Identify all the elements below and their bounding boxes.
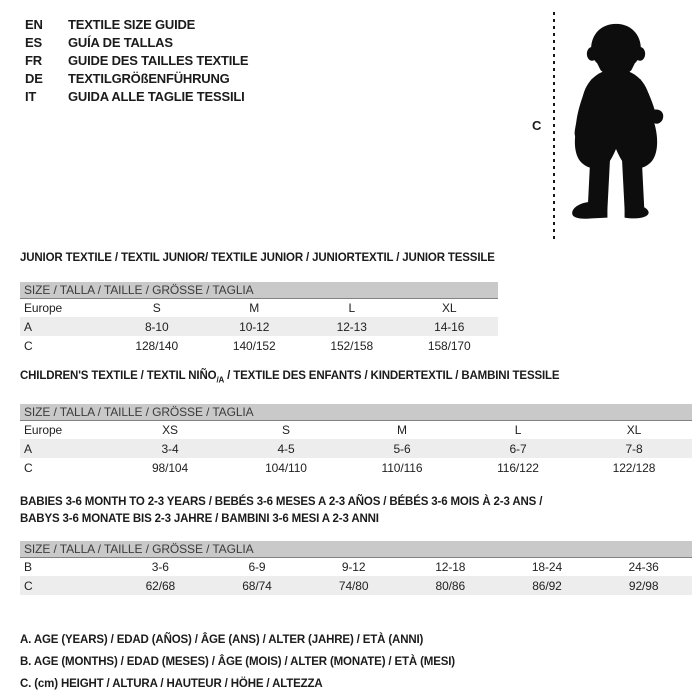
size-header-label: SIZE / TALLA / TAILLE / GRÖSSE / TAGLIA bbox=[20, 541, 692, 557]
table-row-months bbox=[20, 557, 692, 576]
cell: 8-10 bbox=[144, 319, 169, 334]
cell: 68/74 bbox=[242, 578, 272, 593]
table-row-height bbox=[20, 458, 692, 477]
table-row-age bbox=[20, 317, 498, 336]
cell: 98/104 bbox=[151, 460, 189, 475]
language-label: GUIDE DES TAILLES TEXTILE bbox=[68, 53, 249, 68]
babies-textile-title bbox=[20, 494, 692, 528]
cell: XS bbox=[162, 423, 178, 438]
footnote-c: C. (cm) HEIGHT / ALTURA / HAUTEUR / HÖHE / ALTEZZA bbox=[20, 678, 323, 690]
cell: 3-6 bbox=[151, 559, 169, 574]
legend-footnotes bbox=[20, 629, 455, 695]
table-row-height bbox=[20, 336, 498, 355]
children-textile-title bbox=[20, 369, 692, 387]
height-dashed-line bbox=[553, 12, 555, 240]
cell: 24-36 bbox=[628, 559, 659, 574]
cell: 12-18 bbox=[435, 559, 466, 574]
cell: XL bbox=[442, 300, 457, 315]
row-label: A bbox=[24, 319, 32, 334]
cell: 14-16 bbox=[434, 319, 465, 334]
children-textile-section bbox=[20, 369, 692, 477]
cell: S bbox=[152, 300, 161, 315]
children-textile-table bbox=[20, 404, 692, 477]
cell: 74/80 bbox=[338, 578, 369, 593]
language-code: EN bbox=[25, 17, 43, 32]
title-line-1: BABIES 3-6 MONTH TO 2-3 YEARS / BEBÉS 3-6 MESES A 2-3 AÑOS / BÉBÉS 3-6 MOIS À 2-3 ANS / bbox=[20, 496, 543, 508]
cell: 122/128 bbox=[612, 460, 656, 475]
language-label: TEXTILE SIZE GUIDE bbox=[68, 17, 196, 32]
cell: S bbox=[282, 423, 290, 438]
table-row-europe bbox=[20, 298, 498, 317]
size-header-label: SIZE / TALLA / TAILLE / GRÖSSE / TAGLIA bbox=[20, 404, 692, 420]
cell: 6-9 bbox=[248, 559, 266, 574]
language-row-es bbox=[25, 34, 248, 52]
language-row-en bbox=[25, 16, 248, 34]
cell: 4-5 bbox=[277, 441, 295, 456]
junior-textile-title: JUNIOR TEXTILE / TEXTIL JUNIOR/ TEXTILE JUNIOR / JUNIORTEXTIL / JUNIOR TESSILE bbox=[20, 252, 495, 264]
cell: 86/92 bbox=[532, 578, 562, 593]
cell: 128/140 bbox=[135, 338, 179, 353]
cell: 5-6 bbox=[393, 441, 411, 456]
language-list bbox=[25, 16, 248, 106]
table-row-age bbox=[20, 439, 692, 458]
title-text: CHILDREN'S TEXTILE / TEXTIL NIÑO bbox=[20, 370, 217, 382]
language-label: GUÍA DE TALLAS bbox=[68, 35, 173, 50]
table-row-height bbox=[20, 576, 692, 595]
height-measure-figure bbox=[520, 0, 700, 250]
junior-textile-table bbox=[20, 282, 498, 355]
language-row-it bbox=[25, 88, 248, 106]
footnote-a: A. AGE (YEARS) / EDAD (AÑOS) / ÂGE (ANS) / ALTER (JAHRE) / ETÀ (ANNI) bbox=[20, 634, 424, 646]
row-label: Europe bbox=[24, 423, 63, 438]
cell: XL bbox=[626, 423, 642, 438]
height-marker-label: C bbox=[532, 118, 542, 133]
title-line-2: BABYS 3-6 MONATE BIS 2-3 JAHRE / BAMBINI 3-6 MESI A 2-3 ANNI bbox=[20, 513, 379, 525]
cell: 110/116 bbox=[381, 460, 423, 475]
language-code: FR bbox=[25, 53, 42, 68]
footnote-b: B. AGE (MONTHS) / EDAD (MESES) / ÂGE (MOIS) / ALTER (MONATE) / ETÀ (MESI) bbox=[20, 656, 455, 668]
row-label: Europe bbox=[24, 300, 63, 315]
language-label: TEXTILGRÖßENFÜHRUNG bbox=[68, 71, 230, 86]
toddler-silhouette-icon bbox=[556, 10, 676, 240]
junior-textile-section bbox=[20, 251, 498, 355]
cell: 12-13 bbox=[336, 319, 367, 334]
cell: 9-12 bbox=[341, 559, 366, 574]
table-row-europe bbox=[20, 420, 692, 439]
cell: 158/170 bbox=[427, 338, 471, 353]
size-header-row bbox=[20, 282, 498, 298]
size-header-row bbox=[20, 404, 692, 420]
cell: 3-4 bbox=[161, 441, 179, 456]
row-label: A bbox=[24, 441, 32, 456]
row-label: C bbox=[24, 578, 33, 593]
size-header-label: SIZE / TALLA / TAILLE / GRÖSSE / TAGLIA bbox=[20, 282, 498, 298]
cell: 7-8 bbox=[625, 441, 643, 456]
cell: M bbox=[249, 300, 260, 315]
cell: 80/86 bbox=[435, 578, 466, 593]
language-code: DE bbox=[25, 71, 43, 86]
row-label: B bbox=[24, 559, 32, 574]
title-text: / TEXTILE DES ENFANTS / KINDERTEXTIL / BAMBINI TESSILE bbox=[224, 370, 560, 382]
row-label: C bbox=[24, 460, 33, 475]
language-row-de bbox=[25, 70, 248, 88]
size-header-row bbox=[20, 541, 692, 557]
cell: L bbox=[514, 423, 522, 438]
language-code: ES bbox=[25, 35, 42, 50]
language-label: GUIDA ALLE TAGLIE TESSILI bbox=[68, 89, 245, 104]
cell: 92/98 bbox=[628, 578, 659, 593]
cell: L bbox=[348, 300, 356, 315]
cell: 10-12 bbox=[239, 319, 270, 334]
cell: 18-24 bbox=[531, 559, 563, 574]
row-label: C bbox=[24, 338, 33, 353]
babies-textile-table bbox=[20, 541, 692, 595]
cell: 140/152 bbox=[232, 338, 276, 353]
cell: 116/122 bbox=[497, 460, 539, 475]
cell: 152/158 bbox=[330, 338, 374, 353]
language-code: IT bbox=[25, 89, 37, 104]
cell: 62/68 bbox=[145, 578, 176, 593]
title-subscript: /A bbox=[216, 375, 225, 385]
babies-textile-section bbox=[20, 494, 692, 595]
language-row-fr bbox=[25, 52, 248, 70]
cell: 6-7 bbox=[509, 441, 527, 456]
cell: M bbox=[397, 423, 407, 438]
cell: 104/110 bbox=[265, 460, 307, 475]
